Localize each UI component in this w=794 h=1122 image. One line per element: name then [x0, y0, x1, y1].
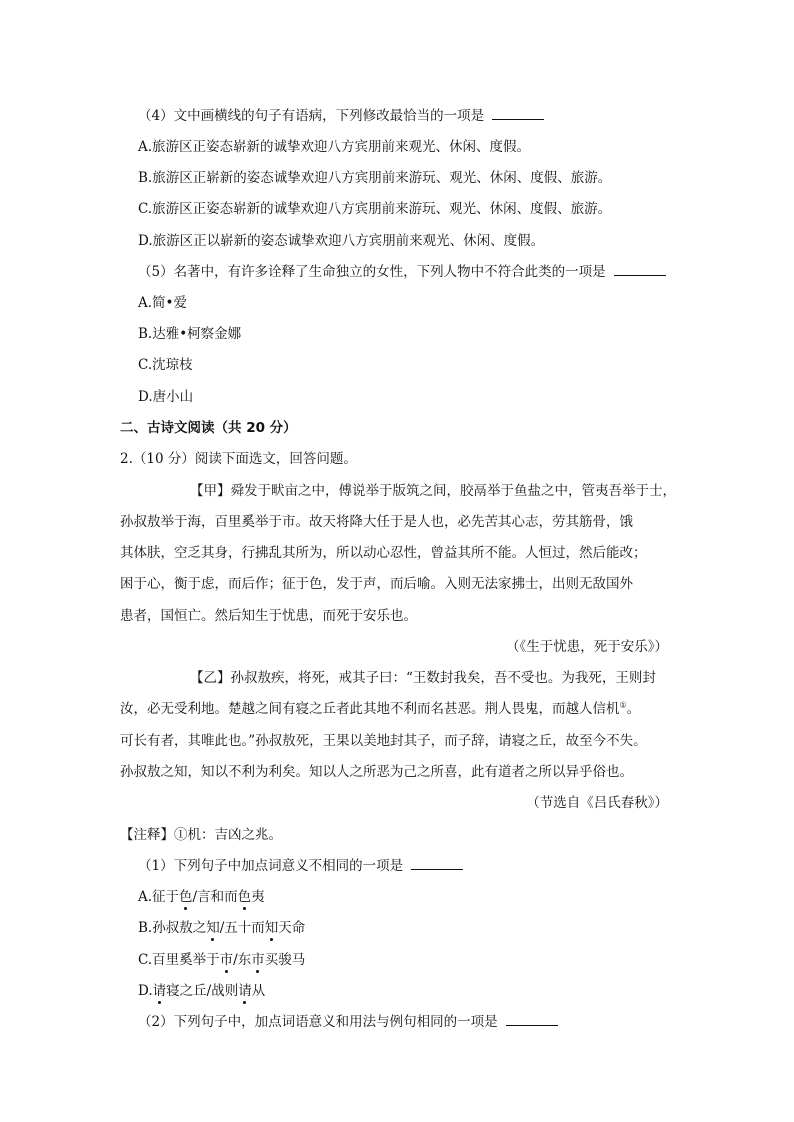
q4-option-d: D.旅游区正以崭新的姿态诚挚欢迎八方宾朋前来观光、休闲、度假。 — [138, 233, 545, 249]
answer-blank[interactable] — [614, 274, 666, 276]
dotted-word: 知 — [206, 916, 220, 936]
sub1-option-a: A.征于色/言和而色夷 — [138, 885, 265, 905]
answer-blank[interactable] — [411, 868, 463, 870]
yi-line-2: 汝，必无受利地。楚越之间有寝之丘者此其地不利而名甚恶。荆人畏鬼，而越人信机①。 — [120, 700, 641, 717]
answer-blank[interactable] — [506, 1024, 558, 1026]
annotation-note: 【注释】①机：吉凶之兆。 — [120, 827, 282, 843]
q5-option-a: A.简•爱 — [138, 295, 188, 311]
jia-line-3: 其体肤，空乏其身，行拂乱其所为，所以动心忍性，曾益其所不能。人恒过，然后能改； — [120, 545, 647, 561]
yi-line-4: 孙叔敖之知，知以不利为利矣。知以人之所恶为己之所喜，此有道者之所以异乎俗也。 — [120, 764, 633, 780]
q2-stem: 2.（10 分）阅读下面选文，回答问题。 — [120, 451, 357, 467]
sub2-stem: （2）下列句子中，加点词语意义和用法与例句相同的一项是 — [138, 1010, 558, 1030]
jia-line-4: 困于心，衡于虑，而后作；征于色，发于声，而后喻。入则无法家拂士，出则无敌国外 — [120, 576, 633, 592]
dotted-word: 请 — [153, 979, 167, 999]
dotted-word: 色 — [179, 885, 193, 905]
q5-option-c: C.沈琼枝 — [138, 357, 193, 373]
jia-line-5: 患者，国恒亡。然后知生于忧患，而死于安乐也。 — [120, 608, 417, 624]
dotted-word: 市 — [220, 948, 234, 968]
footnote-marker: ① — [619, 700, 627, 710]
answer-blank[interactable] — [492, 118, 544, 120]
dotted-word: 色 — [238, 885, 252, 905]
jia-line-2: 孙叔敖举于海，百里奚举于市。故天将降大任于是人也，必先苦其心志，劳其筋骨，饿 — [120, 514, 633, 530]
dotted-word: 市 — [251, 948, 265, 968]
section-title: 二、古诗文阅读（共 20 分） — [120, 420, 297, 436]
yi-line-3: 可长有者，其唯此也。”孙叔敖死，王果以美地封其子，而子辞，请寝之丘，故至今不失。 — [120, 733, 647, 749]
sub1-option-c: C.百里奚举于市/东市买骏马 — [138, 948, 305, 968]
q4-stem: （4）文中画横线的句子有语病，下列修改最恰当的一项是 — [138, 104, 544, 124]
jia-line-1: 【甲】舜发于畎亩之中，傅说举于版筑之间，胶鬲举于鱼盐之中，管夷吾举于士， — [190, 483, 676, 499]
q5-stem: （5）名著中，有许多诠释了生命独立的女性，下列人物中不符合此类的一项是 — [138, 260, 666, 280]
sub1-option-d: D.请寝之丘/战则请从 — [138, 979, 265, 999]
dotted-word: 知 — [265, 916, 279, 936]
sub1-option-b: B.孙叔敖之知/五十而知天命 — [138, 916, 305, 936]
jia-source: （《生于忧患，死于安乐》） — [506, 639, 668, 655]
sub1-stem: （1）下列句子中加点词意义不相同的一项是 — [138, 854, 463, 874]
yi-line-1: 【乙】孙叔敖疾，将死，戒其子曰：“王数封我矣，吾不受也。为我死，王则封 — [190, 670, 656, 686]
q4-option-c: C.旅游区正姿态崭新的诚挚欢迎八方宾朋前来游玩、观光、休闲、度假、旅游。 — [138, 201, 612, 217]
q4-option-b: B.旅游区正崭新的姿态诚挚欢迎八方宾朋前来游玩、观光、休闲、度假、旅游。 — [138, 170, 612, 186]
yi-source: （节选自《吕氏春秋》） — [526, 795, 668, 811]
q5-option-b: B.达雅•柯察金娜 — [138, 326, 242, 342]
q5-option-d: D.唐小山 — [138, 389, 194, 405]
q4-option-a: A.旅游区正姿态崭新的诚挚欢迎八方宾朋前来观光、休闲、度假。 — [138, 139, 531, 155]
dotted-word: 请 — [238, 979, 252, 999]
